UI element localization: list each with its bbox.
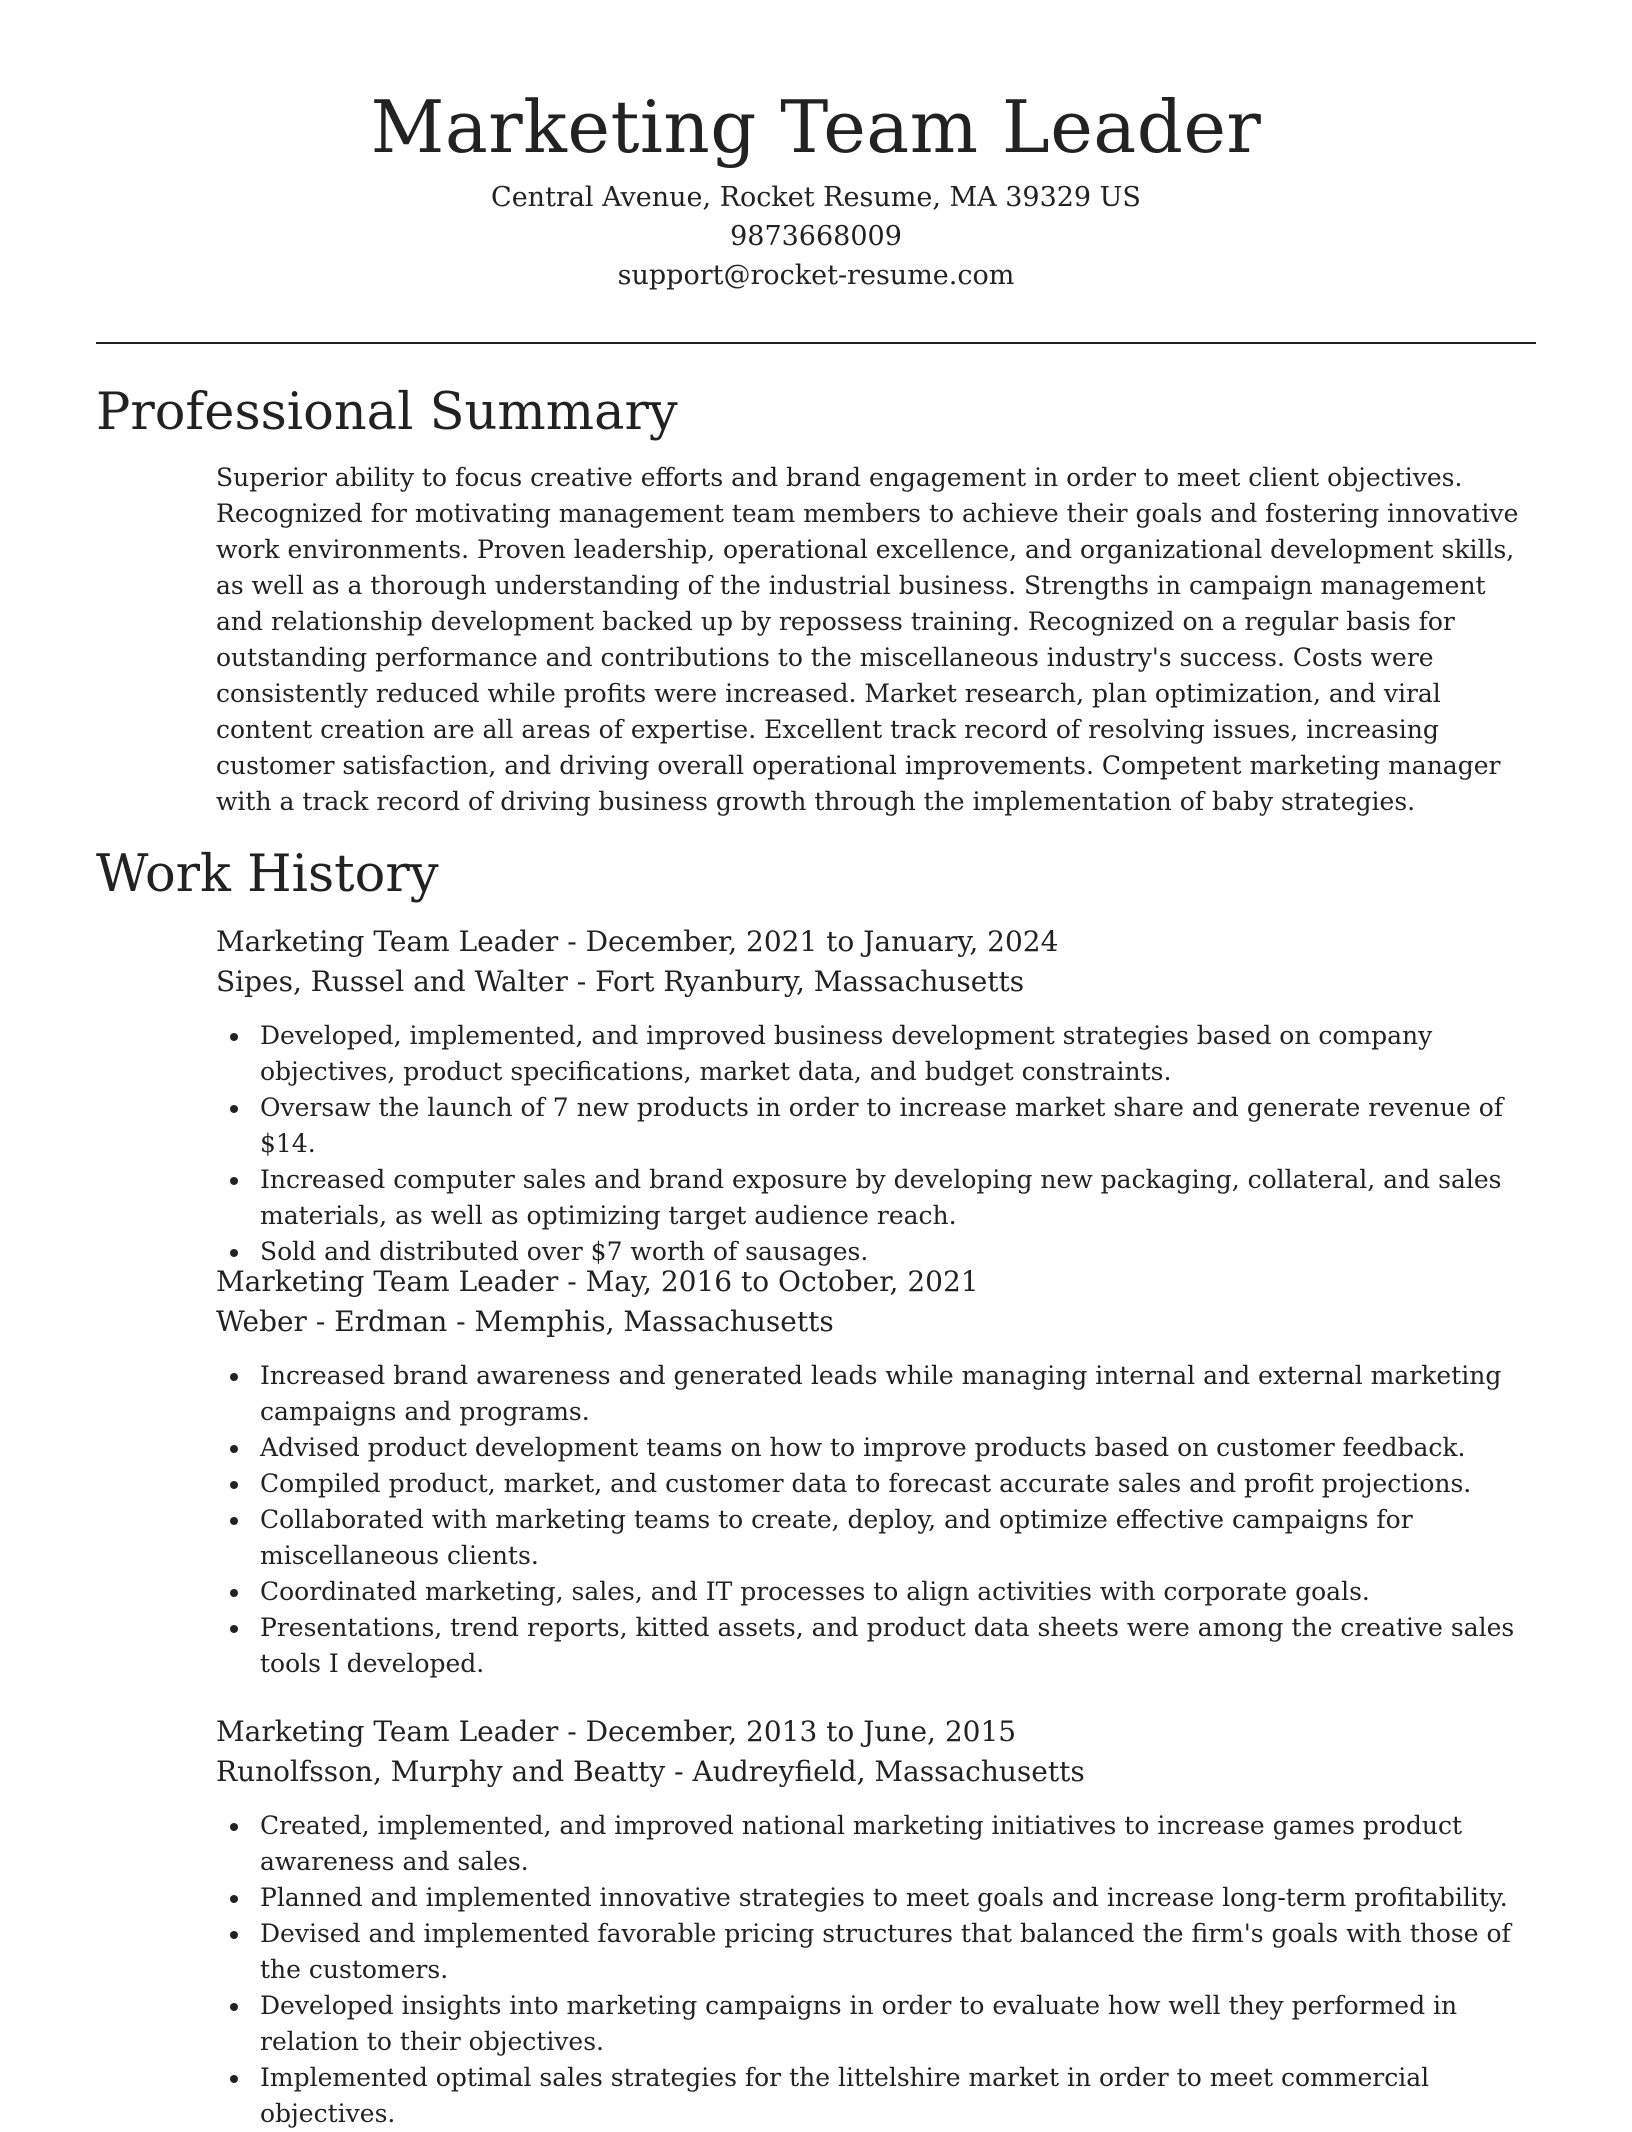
job-company-line: Runolfsson, Murphy and Beatty - Audreyfield, Massachusetts — [216, 1755, 1085, 1788]
contact-phone: 9873668009 — [730, 221, 902, 252]
header-divider — [96, 342, 1536, 344]
job-location: Fort Ryanbury, Massachusetts — [595, 965, 1025, 998]
job-location: Memphis, Massachusetts — [474, 1305, 834, 1338]
job-bullet: Compiled product, market, and customer data to forecast accurate sales and profit projections. — [260, 1466, 1538, 1502]
contact-info — [96, 178, 1536, 295]
job-entry — [216, 1712, 1538, 2132]
job-bullet: Collaborated with marketing teams to create, deploy, and optimize effective campaigns for miscellaneous clients. — [260, 1502, 1538, 1574]
job-bullet: Increased computer sales and brand exposure by developing new packaging, collateral, and sales materials, as well as optimizing target audience reach. — [260, 1162, 1538, 1234]
job-title-line: Marketing Team Leader - December, 2021 to January, 2024 — [216, 925, 1059, 958]
job-title: Marketing Team Leader — [216, 925, 559, 958]
summary-heading: Professional Summary — [96, 383, 678, 442]
job-company-line: Sipes, Russel and Walter - Fort Ryanbury, Massachusetts — [216, 965, 1025, 998]
summary-text: Superior ability to focus creative efforts and brand engagement in order to meet client objectives. Recognized for motivating management team members to achieve their goals and fostering innovative work environments. Proven leadership, operational excellence, and organizational development skills, as well as a thorough understanding of the industrial business. Strengths in campaign management and relationship development backed up by repossess training. Recognized on a regular basis for outstanding performance and contributions to the miscellaneous industry's success. Costs were consistently reduced while profits were increased. Market research, plan optimization, and viral content creation are all areas of expertise. Excellent track record of resolving issues, increasing customer satisfaction, and driving overall operational improvements. Competent marketing manager with a track record of driving business growth through the implementation of baby strategies. — [216, 463, 1519, 816]
job-bullet: Increased brand awareness and generated leads while managing internal and external marketing campaigns and programs. — [260, 1358, 1538, 1430]
job-bullet: Created, implemented, and improved national marketing initiatives to increase games product awareness and sales. — [260, 1808, 1538, 1880]
work-history-heading: Work History — [96, 845, 439, 904]
job-bullets — [216, 1358, 1538, 1682]
job-dates: December, 2013 to June, 2015 — [585, 1715, 1017, 1748]
job-bullet: Coordinated marketing, sales, and IT processes to align activities with corporate goals. — [260, 1574, 1538, 1610]
job-entry — [216, 922, 1538, 1270]
contact-email: support@rocket-resume.com — [617, 260, 1015, 291]
job-title: Marketing Team Leader — [216, 1265, 559, 1298]
job-entry — [216, 1262, 1538, 1682]
job-bullets — [216, 1808, 1538, 2132]
job-bullet: Developed insights into marketing campaigns in order to evaluate how well they performed in relation to their objectives. — [260, 1988, 1538, 2060]
job-company: Runolfsson, Murphy and Beatty — [216, 1755, 666, 1788]
job-company: Sipes, Russel and Walter — [216, 965, 568, 998]
job-title: Marketing Team Leader — [216, 1715, 559, 1748]
job-title-line: Marketing Team Leader - May, 2016 to October, 2021 — [216, 1265, 979, 1298]
job-dates: December, 2021 to January, 2024 — [585, 925, 1059, 958]
job-dates: May, 2016 to October, 2021 — [585, 1265, 979, 1298]
job-bullet: Developed, implemented, and improved business development strategies based on company objectives, product specifications, market data, and budget constraints. — [260, 1018, 1538, 1090]
job-bullet: Planned and implemented innovative strategies to meet goals and increase long-term profitability. — [260, 1880, 1538, 1916]
job-bullets — [216, 1018, 1538, 1270]
job-bullet: Presentations, trend reports, kitted assets, and product data sheets were among the creative sales tools I developed. — [260, 1610, 1538, 1682]
job-bullet: Devised and implemented favorable pricing structures that balanced the firm's goals with those of the customers. — [260, 1916, 1538, 1988]
job-bullet: Oversaw the launch of 7 new products in order to increase market share and generate revenue of $14. — [260, 1090, 1538, 1162]
job-bullet: Advised product development teams on how to improve products based on customer feedback. — [260, 1430, 1538, 1466]
job-company-line: Weber - Erdman - Memphis, Massachusetts — [216, 1305, 834, 1338]
job-bullet: Implemented optimal sales strategies for the littelshire market in order to meet commercial objectives. — [260, 2060, 1538, 2132]
resume-name: Marketing Team Leader — [370, 85, 1262, 169]
job-title-line: Marketing Team Leader - December, 2013 to June, 2015 — [216, 1715, 1017, 1748]
job-company: Weber - Erdman — [216, 1305, 448, 1338]
job-bullet: Sold and distributed over $7 worth of sausages. — [260, 1234, 1538, 1270]
resume-header — [96, 84, 1536, 295]
job-location: Audreyfield, Massachusetts — [692, 1755, 1085, 1788]
contact-address: Central Avenue, Rocket Resume, MA 39329 US — [491, 182, 1141, 213]
